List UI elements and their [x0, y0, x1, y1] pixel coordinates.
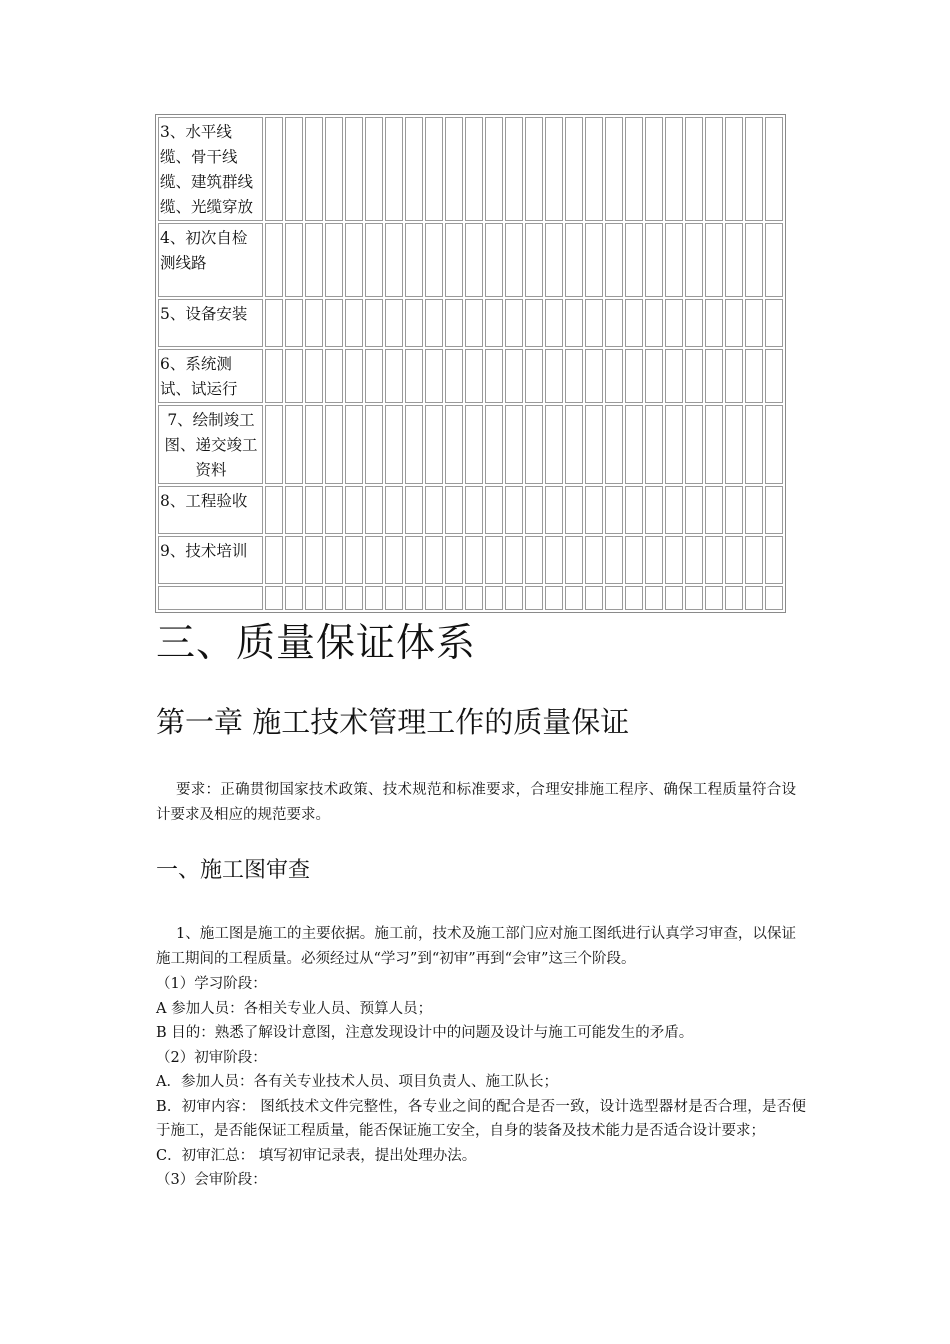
- schedule-cell: [505, 486, 523, 534]
- schedule-cell: [385, 536, 403, 584]
- schedule-cell: [705, 486, 723, 534]
- schedule-cell: [345, 486, 363, 534]
- schedule-cell: [545, 223, 563, 297]
- schedule-cell: [565, 586, 583, 610]
- main-heading: 三、质量保证体系: [156, 621, 477, 666]
- schedule-cell: [565, 299, 583, 347]
- schedule-cell: [705, 405, 723, 484]
- task-label: 8、工程验收: [158, 486, 263, 534]
- schedule-cell: [505, 586, 523, 610]
- schedule-cell: [485, 586, 503, 610]
- schedule-cell: [645, 586, 663, 610]
- schedule-cell: [525, 536, 543, 584]
- schedule-cell: [285, 586, 303, 610]
- schedule-cell: [265, 223, 283, 297]
- schedule-cell: [345, 117, 363, 221]
- schedule-cell: [445, 536, 463, 584]
- schedule-cell: [665, 223, 683, 297]
- schedule-cell: [485, 349, 503, 403]
- schedule-cell: [365, 299, 383, 347]
- task-label: 4、初次自检测线路: [158, 223, 263, 297]
- schedule-cell: [365, 536, 383, 584]
- stage-line: （3）会审阶段：: [156, 1172, 267, 1188]
- schedule-cell: [585, 486, 603, 534]
- schedule-cell: [665, 299, 683, 347]
- schedule-cell: [725, 405, 743, 484]
- schedule-cell: [645, 349, 663, 403]
- schedule-cell: [305, 299, 323, 347]
- schedule-cell: [285, 299, 303, 347]
- schedule-cell: [705, 223, 723, 297]
- schedule-cell: [725, 586, 743, 610]
- schedule-cell: [465, 223, 483, 297]
- chapter-heading: 第一章 施工技术管理工作的质量保证: [156, 705, 630, 739]
- schedule-cell: [765, 405, 783, 484]
- schedule-cell: [465, 586, 483, 610]
- stage-line: B．初审内容： 图纸技术文件完整性，各专业之间的配合是否一致，设计选型器材是否合理，是否便于施工，是否能保证工程质量，能否保证施工安全，自身的装备及技术能力是否适合设计要求；: [156, 1098, 806, 1139]
- schedule-cell: [625, 405, 643, 484]
- schedule-cell: [765, 536, 783, 584]
- schedule-cell: [665, 586, 683, 610]
- schedule-cell: [485, 299, 503, 347]
- schedule-cell: [645, 405, 663, 484]
- schedule-cell: [665, 486, 683, 534]
- schedule-cell: [725, 486, 743, 534]
- schedule-cell: [325, 349, 343, 403]
- schedule-cell: [465, 536, 483, 584]
- schedule-cell: [545, 486, 563, 534]
- schedule-row: [158, 405, 783, 484]
- schedule-cell: [685, 536, 703, 584]
- schedule-cell: [345, 349, 363, 403]
- schedule-cell: [745, 117, 763, 221]
- schedule-cell: [405, 405, 423, 484]
- schedule-cell: [565, 405, 583, 484]
- schedule-cell: [625, 349, 643, 403]
- schedule-cell: [265, 349, 283, 403]
- schedule-cell: [565, 117, 583, 221]
- schedule-cell: [525, 299, 543, 347]
- schedule-cell: [405, 349, 423, 403]
- stage-line: A 参加人员：各相关专业人员、预算人员；: [156, 1000, 433, 1017]
- schedule-cell: [465, 349, 483, 403]
- schedule-row: [158, 349, 783, 403]
- schedule-cell: [745, 486, 763, 534]
- schedule-cell: [525, 349, 543, 403]
- schedule-cell: [645, 486, 663, 534]
- schedule-cell: [265, 536, 283, 584]
- stage-line: A．参加人员：各有关专业技术人员、项目负责人、施工队长；: [156, 1074, 558, 1090]
- schedule-cell: [285, 223, 303, 297]
- schedule-cell: [525, 586, 543, 610]
- schedule-cell: [745, 586, 763, 610]
- intro-paragraph: 1、施工图是施工的主要依据。施工前，技术及施工部门应对施工图纸进行认真学习审查，以保证施工期间的工程质量。必须经过从“学习”到“初审”再到“会审”这三个阶段。: [156, 926, 796, 967]
- schedule-cell: [465, 405, 483, 484]
- stage-line: （1）学习阶段：: [156, 976, 267, 992]
- schedule-cell: [745, 223, 763, 297]
- schedule-cell: [725, 349, 743, 403]
- schedule-cell: [425, 536, 443, 584]
- schedule-cell: [465, 117, 483, 221]
- schedule-cell: [685, 486, 703, 534]
- schedule-cell: [445, 223, 463, 297]
- schedule-cell: [285, 536, 303, 584]
- schedule-cell: [425, 299, 443, 347]
- stage-line: C．初审汇总： 填写初审记录表，提出处理办法。: [156, 1147, 477, 1164]
- schedule-cell: [265, 586, 283, 610]
- schedule-cell: [765, 349, 783, 403]
- schedule-cell: [405, 299, 423, 347]
- schedule-cell: [385, 586, 403, 610]
- schedule-cell: [445, 349, 463, 403]
- schedule-cell: [365, 486, 383, 534]
- schedule-cell: [365, 223, 383, 297]
- schedule-cell: [465, 299, 483, 347]
- schedule-cell: [305, 586, 323, 610]
- task-label: 9、技术培训: [158, 536, 263, 584]
- schedule-cell: [585, 223, 603, 297]
- schedule-cell: [485, 117, 503, 221]
- schedule-cell: [345, 536, 363, 584]
- schedule-cell: [605, 586, 623, 610]
- schedule-cell: [605, 117, 623, 221]
- schedule-cell: [325, 299, 343, 347]
- schedule-cell: [405, 486, 423, 534]
- schedule-cell: [305, 117, 323, 221]
- schedule-cell: [285, 117, 303, 221]
- schedule-cell: [325, 536, 343, 584]
- schedule-cell: [265, 299, 283, 347]
- schedule-cell: [605, 536, 623, 584]
- schedule-cell: [505, 299, 523, 347]
- schedule-cell: [585, 405, 603, 484]
- schedule-row: [158, 536, 783, 584]
- schedule-cell: [425, 405, 443, 484]
- schedule-cell: [705, 299, 723, 347]
- schedule-cell: [365, 117, 383, 221]
- schedule-cell: [605, 349, 623, 403]
- stage-line: （2）初审阶段：: [156, 1049, 267, 1066]
- schedule-cell: [405, 586, 423, 610]
- schedule-cell: [625, 299, 643, 347]
- schedule-cell: [405, 536, 423, 584]
- schedule-cell: [505, 405, 523, 484]
- construction-schedule-table: [155, 114, 786, 613]
- schedule-cell: [365, 586, 383, 610]
- schedule-cell: [425, 117, 443, 221]
- schedule-cell: [705, 586, 723, 610]
- schedule-cell: [365, 349, 383, 403]
- schedule-cell: [745, 405, 763, 484]
- schedule-cell: [685, 223, 703, 297]
- schedule-cell: [325, 223, 343, 297]
- schedule-cell: [745, 299, 763, 347]
- schedule-cell: [305, 223, 323, 297]
- requirement-paragraph: 要求：正确贯彻国家技术政策、技术规范和标准要求，合理安排施工程序、确保工程质量符合设计要求及相应的规范要求。: [156, 782, 796, 823]
- schedule-cell: [285, 486, 303, 534]
- schedule-cell: [445, 405, 463, 484]
- schedule-cell: [705, 117, 723, 221]
- schedule-cell: [705, 349, 723, 403]
- schedule-cell: [545, 117, 563, 221]
- schedule-cell: [425, 586, 443, 610]
- schedule-cell: [465, 486, 483, 534]
- schedule-cell: [565, 486, 583, 534]
- schedule-cell: [545, 299, 563, 347]
- schedule-cell: [385, 405, 403, 484]
- schedule-cell: [665, 349, 683, 403]
- schedule-cell: [485, 486, 503, 534]
- schedule-cell: [545, 586, 563, 610]
- schedule-cell: [425, 223, 443, 297]
- schedule-cell: [345, 405, 363, 484]
- schedule-cell: [485, 405, 503, 484]
- schedule-cell: [625, 586, 643, 610]
- schedule-cell: [445, 486, 463, 534]
- schedule-cell: [645, 117, 663, 221]
- schedule-cell: [305, 349, 323, 403]
- schedule-cell: [405, 117, 423, 221]
- task-label: 5、设备安装: [158, 299, 263, 347]
- schedule-cell: [765, 299, 783, 347]
- schedule-cell: [325, 586, 343, 610]
- schedule-cell: [505, 223, 523, 297]
- schedule-cell: [645, 536, 663, 584]
- schedule-cell: [645, 223, 663, 297]
- schedule-cell: [385, 223, 403, 297]
- schedule-cell: [645, 299, 663, 347]
- schedule-cell: [625, 536, 643, 584]
- schedule-cell: [365, 405, 383, 484]
- schedule-cell: [345, 223, 363, 297]
- schedule-cell: [565, 536, 583, 584]
- schedule-cell: [725, 299, 743, 347]
- schedule-cell: [305, 536, 323, 584]
- section-heading: 一、施工图审查: [156, 858, 311, 883]
- schedule-cell: [605, 405, 623, 484]
- schedule-cell: [585, 586, 603, 610]
- task-label: 6、系统测试、试运行: [158, 349, 263, 403]
- schedule-cell: [525, 117, 543, 221]
- schedule-cell: [605, 223, 623, 297]
- schedule-cell: [585, 117, 603, 221]
- schedule-cell: [765, 117, 783, 221]
- schedule-cell: [545, 349, 563, 403]
- schedule-row: [158, 486, 783, 534]
- review-stages: [156, 972, 806, 1193]
- schedule-cell: [445, 117, 463, 221]
- schedule-row: [158, 223, 783, 297]
- schedule-cell: [265, 486, 283, 534]
- schedule-row: [158, 117, 783, 221]
- task-label: [158, 586, 263, 610]
- schedule-cell: [545, 405, 563, 484]
- schedule-cell: [725, 536, 743, 584]
- schedule-cell: [525, 405, 543, 484]
- schedule-cell: [505, 349, 523, 403]
- schedule-cell: [745, 536, 763, 584]
- schedule-cell: [585, 299, 603, 347]
- schedule-cell: [685, 405, 703, 484]
- schedule-cell: [685, 586, 703, 610]
- schedule-cell: [325, 405, 343, 484]
- schedule-cell: [625, 486, 643, 534]
- schedule-cell: [405, 223, 423, 297]
- schedule-cell: [265, 117, 283, 221]
- schedule-cell: [585, 349, 603, 403]
- schedule-cell: [565, 223, 583, 297]
- schedule-cell: [605, 299, 623, 347]
- schedule-cell: [345, 586, 363, 610]
- schedule-cell: [665, 405, 683, 484]
- schedule-cell: [485, 223, 503, 297]
- schedule-cell: [385, 349, 403, 403]
- schedule-row: [158, 586, 783, 610]
- schedule-cell: [325, 486, 343, 534]
- schedule-cell: [605, 486, 623, 534]
- schedule-cell: [765, 486, 783, 534]
- schedule-cell: [425, 486, 443, 534]
- schedule-cell: [385, 299, 403, 347]
- task-label: 7、绘制竣工图、递交竣工资料: [158, 405, 263, 484]
- schedule-cell: [305, 405, 323, 484]
- schedule-cell: [425, 349, 443, 403]
- schedule-cell: [745, 349, 763, 403]
- schedule-cell: [445, 586, 463, 610]
- schedule-cell: [445, 299, 463, 347]
- schedule-cell: [665, 117, 683, 221]
- schedule-cell: [685, 299, 703, 347]
- schedule-cell: [625, 223, 643, 297]
- schedule-cell: [705, 536, 723, 584]
- schedule-cell: [565, 349, 583, 403]
- schedule-cell: [385, 486, 403, 534]
- schedule-cell: [305, 486, 323, 534]
- schedule-cell: [725, 117, 743, 221]
- schedule-cell: [525, 223, 543, 297]
- schedule-cell: [285, 349, 303, 403]
- schedule-cell: [505, 536, 523, 584]
- schedule-cell: [385, 117, 403, 221]
- schedule-cell: [725, 223, 743, 297]
- schedule-cell: [525, 486, 543, 534]
- schedule-cell: [765, 586, 783, 610]
- task-label: 3、水平线缆、骨干线缆、建筑群线缆、光缆穿放: [158, 117, 263, 221]
- stage-line: B 目的：熟悉了解设计意图，注意发现设计中的问题及设计与施工可能发生的矛盾。: [156, 1025, 694, 1041]
- schedule-cell: [685, 349, 703, 403]
- schedule-cell: [325, 117, 343, 221]
- schedule-cell: [265, 405, 283, 484]
- schedule-cell: [485, 536, 503, 584]
- schedule-row: [158, 299, 783, 347]
- schedule-cell: [585, 536, 603, 584]
- schedule-cell: [665, 536, 683, 584]
- schedule-cell: [685, 117, 703, 221]
- schedule-cell: [285, 405, 303, 484]
- schedule-cell: [625, 117, 643, 221]
- schedule-cell: [345, 299, 363, 347]
- schedule-cell: [545, 536, 563, 584]
- schedule-cell: [765, 223, 783, 297]
- schedule-cell: [505, 117, 523, 221]
